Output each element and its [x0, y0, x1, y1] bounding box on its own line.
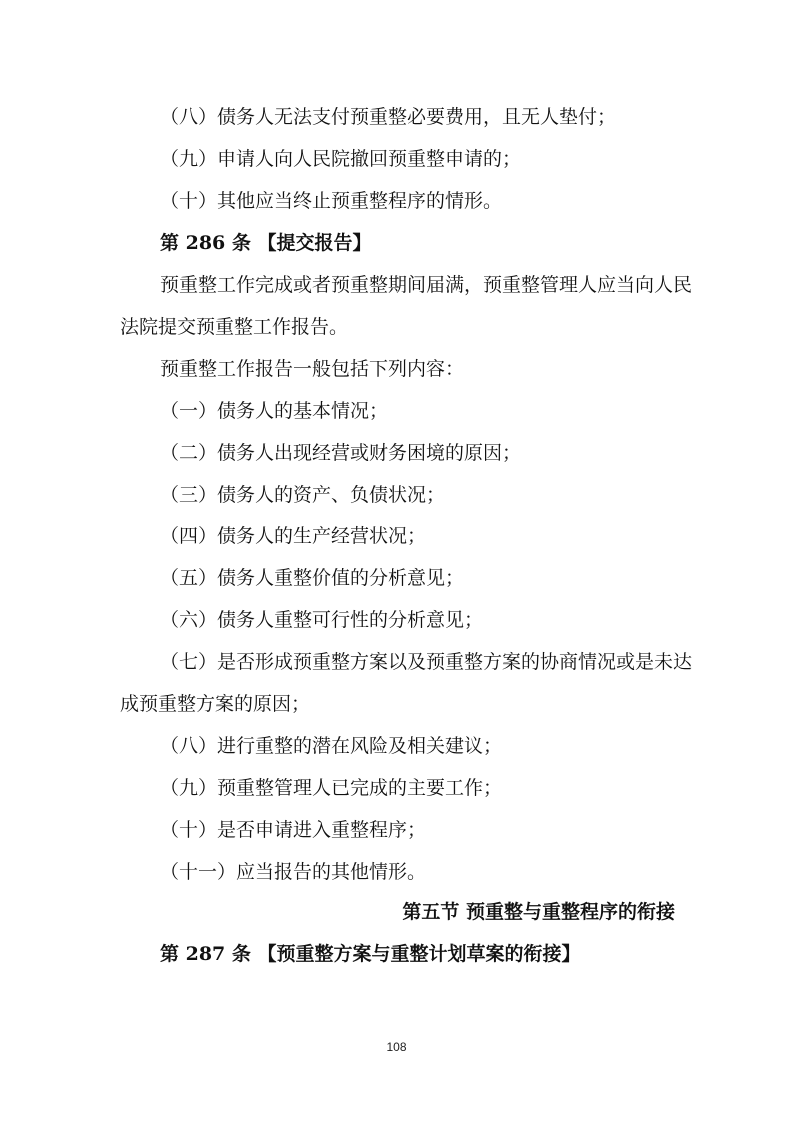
report-item-4: （四）债务人的生产经营状况； — [160, 525, 427, 547]
report-item-5: （五）债务人重整价值的分析意见； — [160, 567, 465, 589]
report-item-3: （三）债务人的资产、负债状况； — [160, 484, 446, 506]
report-item-1: （一）债务人的基本情况； — [160, 400, 389, 422]
article-287-heading: 第 287 条 【预重整方案与重整计划草案的衔接】 — [160, 943, 581, 965]
paragraph-item-9: （九）申请人向人民院撤回预重整申请的； — [160, 148, 522, 170]
article-286-heading: 第 286 条 【提交报告】 — [160, 232, 372, 254]
report-contents-intro: 预重整工作报告一般包括下列内容： — [160, 358, 465, 380]
report-item-8: （八）进行重整的潜在风险及相关建议； — [160, 735, 503, 757]
report-item-7-line-2: 成预重整方案的原因； — [120, 693, 311, 715]
report-item-9: （九）预重整管理人已完成的主要工作； — [160, 777, 503, 799]
article-286-body-line-1: 预重整工作完成或者预重整期间届满，预重整管理人应当向人民 — [160, 274, 693, 296]
report-item-10: （十）是否申请进入重整程序； — [160, 819, 427, 841]
report-item-2: （二）债务人出现经营或财务困境的原因； — [160, 442, 522, 464]
article-286-body-line-2: 法院提交预重整工作报告。 — [120, 316, 349, 338]
page-number: 108 — [386, 1040, 407, 1054]
section-5-heading: 第五节 预重整与重整程序的衔接 — [402, 901, 675, 923]
paragraph-item-8: （八）债务人无法支付预重整必要费用，且无人垫付； — [160, 106, 617, 128]
paragraph-item-10: （十）其他应当终止预重整程序的情形。 — [160, 190, 503, 212]
report-item-11: （十一）应当报告的其他情形。 — [160, 861, 427, 883]
report-item-7-line-1: （七）是否形成预重整方案以及预重整方案的协商情况或是未达 — [160, 651, 693, 673]
report-item-6: （六）债务人重整可行性的分析意见； — [160, 609, 484, 631]
